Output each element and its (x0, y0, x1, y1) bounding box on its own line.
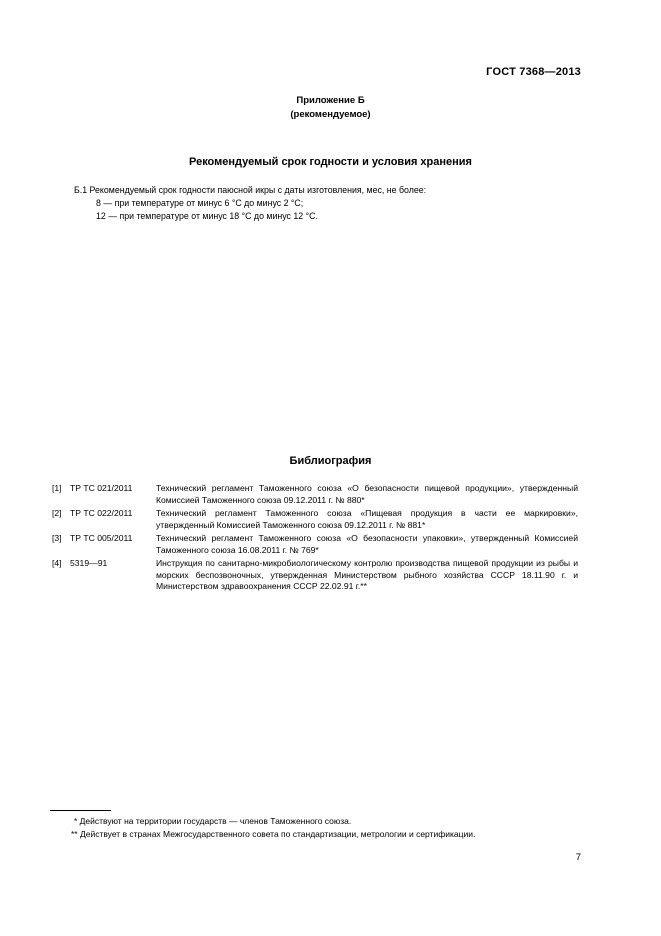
footnote-1: * Действуют на территории государств — членов Таможенного союза. (74, 816, 352, 826)
bibliography-entry-text: Технический регламент Таможенного союза «О безопасности упаковки», утвержденный Комиссией Таможенного союза 16.08.2011 г. № 769* (156, 533, 578, 555)
bibliography-entry (52, 508, 578, 531)
bibliography-entry-text: Инструкция по санитарно-микробиологическому контролю производства пищевой продукции из рыбы и морских беспозвоночных, утвержденная Министерством рыбного хозяйства СССР 18.11.90 г. и Министерством здравоохранения СССР 22.02.91 г.** (156, 558, 578, 591)
standard-designation: ГОСТ 7368—2013 (486, 66, 581, 78)
bibliography-entry-text: Технический регламент Таможенного союза «Пищевая продукция в части ее маркировки», утвержденный Комиссией Таможенного союза 09.12.2011 г. № 881* (156, 508, 578, 530)
footnote-2: ** Действует в странах Межгосударственного совета по стандартизации, метрологии и сертификации. (71, 829, 476, 839)
bibliography-entry-text: Технический регламент Таможенного союза «О безопасности пищевой продукции», утвержденный Комиссией Таможенного союза 09.12.2011 г. № 880* (156, 483, 578, 505)
clause-b1: Б.1 Рекомендуемый срок годности паюсной икры с даты изготовления, мес, не более: (74, 185, 427, 195)
bibliography-entry-code: 5319—91 (70, 558, 108, 568)
bibliography-entry-number: [2] (52, 508, 62, 518)
bibliography-list (52, 483, 578, 595)
bibliography-title: Библиография (289, 455, 372, 467)
clause-b1-item-1: 8 — при температуре от минус 6 °С до минус 2 °С; (96, 198, 304, 208)
annex-status: (рекомендуемое) (290, 109, 371, 120)
annex-heading: Рекомендуемый срок годности и условия хранения (189, 156, 472, 168)
bibliography-entry (52, 483, 578, 506)
bibliography-entry (52, 533, 578, 556)
bibliography-entry-code: ТР ТС 021/2011 (70, 483, 133, 493)
bibliography-entry-number: [4] (52, 558, 62, 568)
clause-b1-item-2: 12 — при температуре от минус 18 °С до минус 12 °С. (96, 211, 318, 221)
annex-title: Приложение Б (296, 95, 365, 106)
bibliography-entry-code: ТР ТС 005/2011 (70, 533, 133, 543)
bibliography-entry (52, 558, 578, 593)
page-number: 7 (575, 852, 581, 863)
bibliography-entry-code: ТР ТС 022/2011 (70, 508, 133, 518)
bibliography-entry-number: [1] (52, 483, 62, 493)
bibliography-entry-number: [3] (52, 533, 62, 543)
footnote-divider (50, 810, 111, 811)
